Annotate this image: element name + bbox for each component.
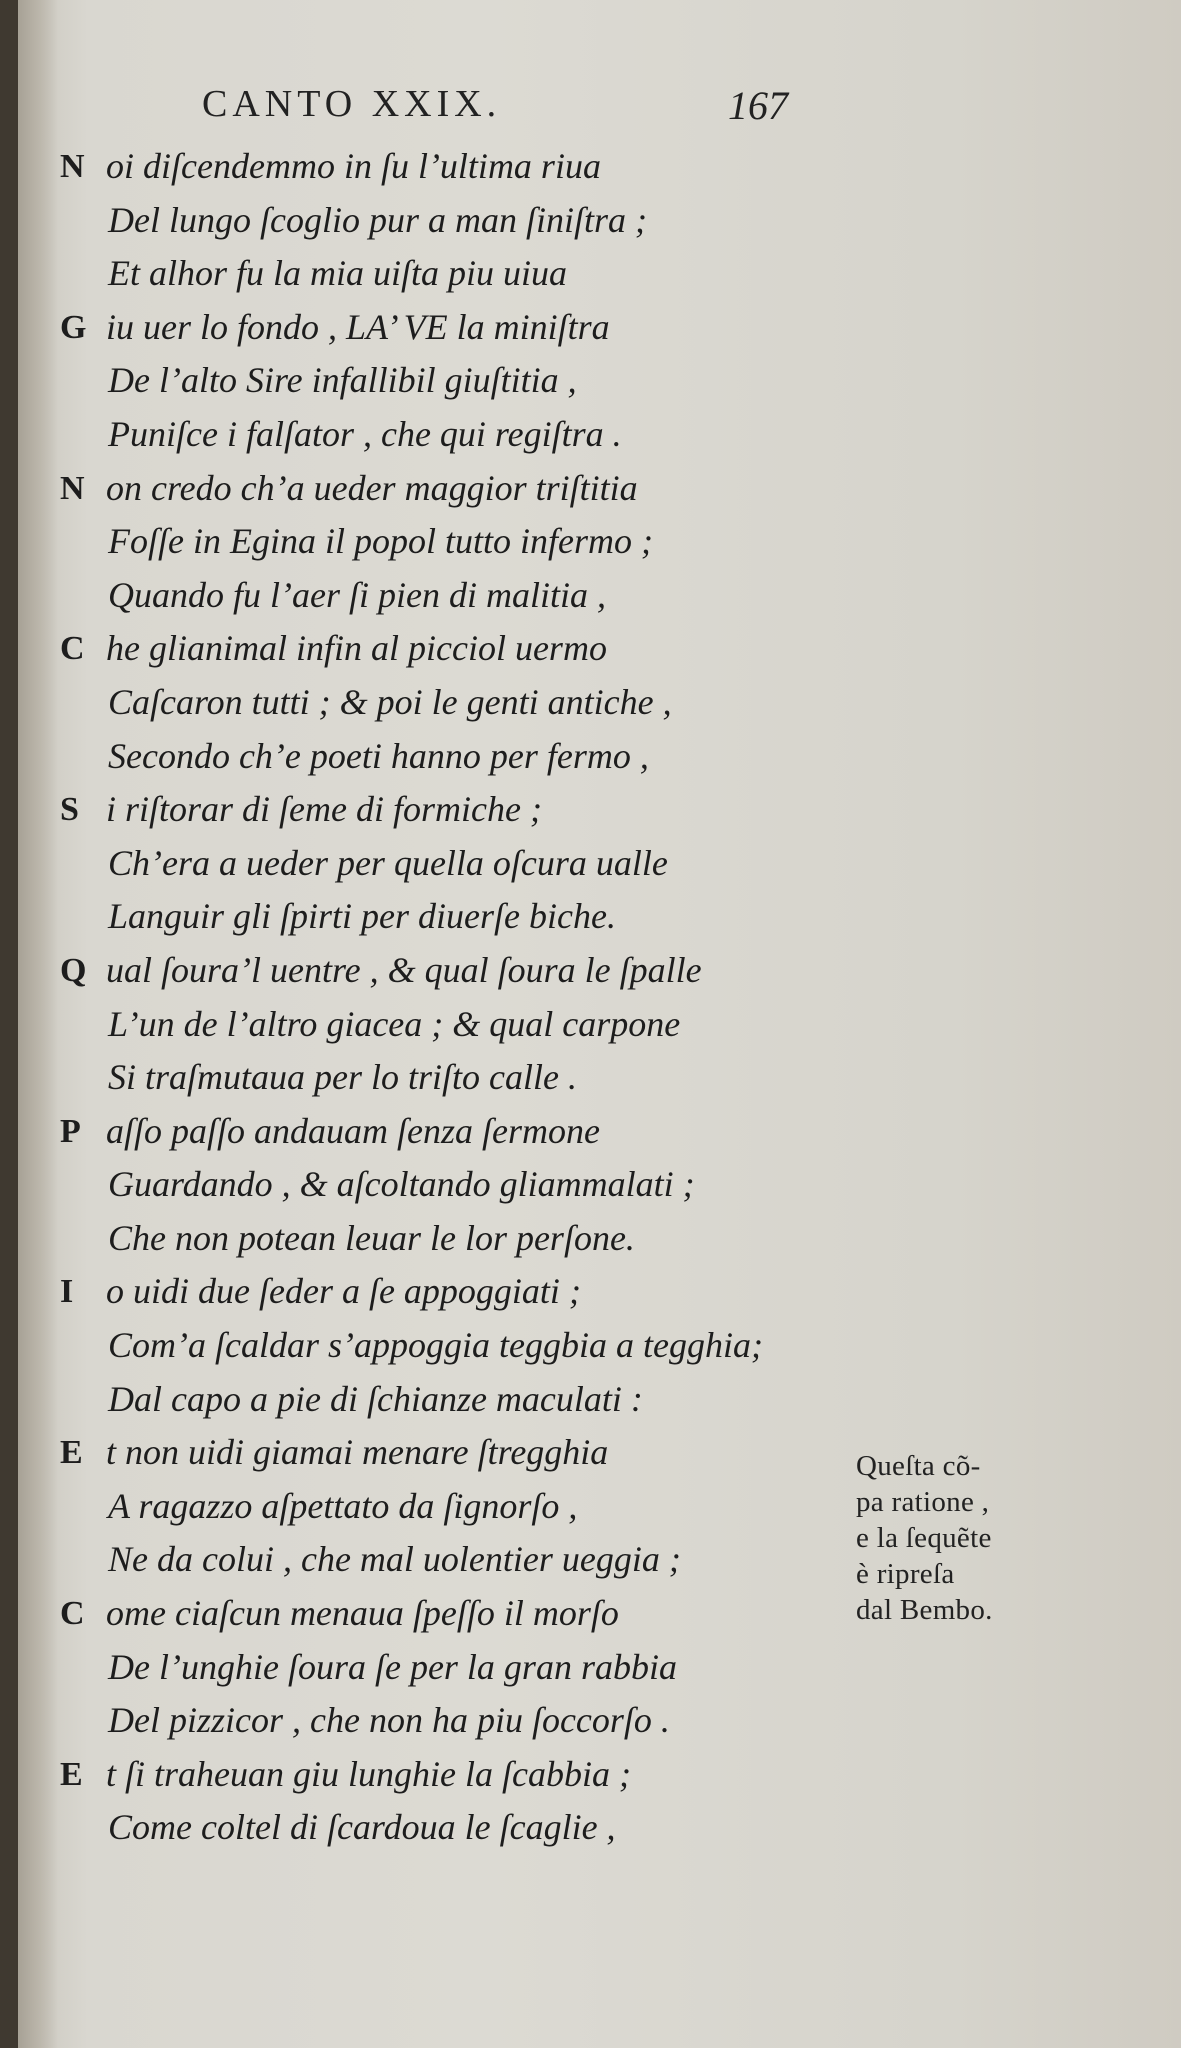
verse-line: [60, 1801, 920, 1855]
verse-text: oi diſcendemmo in ſu l’ultima riua: [106, 146, 601, 186]
verse-line: [60, 1533, 920, 1587]
verse-text: De l’alto Sire infallibil giuſtitia ,: [108, 360, 577, 401]
terzina-initial: P: [60, 1112, 81, 1150]
verse-line: [60, 622, 920, 676]
verse-line: [60, 1158, 920, 1212]
verse-line: [60, 354, 920, 408]
verse-text: on credo ch’a ueder maggior triſtitia: [106, 467, 638, 508]
verse-line: [60, 1212, 920, 1266]
verse-line: [60, 515, 920, 569]
verse-line: [60, 730, 920, 784]
page-header: [188, 82, 838, 132]
terzina-initial: C: [60, 630, 85, 668]
verse-line: [60, 247, 920, 301]
verse-line: [60, 1373, 920, 1427]
verse-text: A ragazzo aſpettato da ſignorſo ,: [108, 1485, 578, 1526]
verse-text: L’un de l’altro giacea ; & qual carpone: [108, 1003, 681, 1044]
verse-line: [60, 140, 920, 194]
verse-text: t non uidi giamai menare ſtregghia: [106, 1432, 609, 1473]
verse-line: [60, 1748, 920, 1802]
verse-text: Si traſmutaua per lo triſto calle .: [108, 1057, 577, 1098]
verse-text: Puniſce i falſator , che qui regiſtra .: [108, 413, 622, 454]
verse-line: [60, 676, 920, 730]
terzina-initial: N: [60, 148, 85, 185]
terzina-initial: I: [60, 1273, 74, 1311]
verse-text: Quando fu l’aer ſi pien di malitia ,: [108, 574, 606, 615]
verse-line: [60, 890, 920, 944]
verse-line: [60, 783, 920, 837]
verse-line: [60, 1319, 920, 1373]
page-gutter-shadow: [18, 0, 58, 2048]
running-head: CANTO XXIX.: [202, 83, 502, 125]
verse-line: [60, 1641, 920, 1695]
marginal-note-line: Queſta cõ-: [856, 1450, 981, 1482]
verse-line: [60, 944, 920, 998]
verse-text: Ne da colui , che mal uolentier ueggia ;: [108, 1539, 681, 1580]
verse-text: Che non potean leuar le lor perſone.: [108, 1217, 635, 1258]
marginal-note-line: e la ſequẽte: [856, 1522, 992, 1554]
verse-text: t ſi traheuan giu lunghie la ſcabbia ;: [106, 1753, 631, 1794]
verse-text: Del lungo ſcoglio pur a man ſiniſtra ;: [108, 199, 647, 240]
verse-text: Secondo ch’e poeti hanno per fermo ,: [108, 735, 649, 776]
verse-line: [60, 1694, 920, 1748]
terzina-initial: S: [60, 791, 79, 829]
page-number: 167: [728, 83, 788, 128]
verse-line: [60, 462, 920, 516]
verse-line: [60, 837, 920, 891]
verse-line: [60, 408, 920, 462]
marginal-note-line: pa ratione ,: [856, 1486, 990, 1518]
verse-text: Guardando , & aſcoltando gliammalati ;: [108, 1164, 695, 1205]
terzina-initial: G: [60, 308, 87, 346]
verse-text: Languir gli ſpirti per diuerſe biche.: [108, 896, 616, 937]
verse-line: [60, 569, 920, 623]
marginal-note-line: dal Bembo.: [856, 1594, 993, 1626]
terzina-initial: C: [60, 1595, 85, 1633]
verse-text: ual ſoura’l uentre , & qual ſoura le ſpalle: [106, 949, 702, 990]
marginal-note: [856, 1448, 1056, 1628]
verse-text: De l’unghie ſoura ſe per la gran rabbia: [108, 1646, 677, 1687]
terzina-initial: Q: [60, 951, 87, 989]
verse-text: ome ciaſcun menaua ſpeſſo il morſo: [106, 1593, 619, 1634]
terzina-initial: E: [60, 1434, 83, 1472]
verse-block: [60, 140, 920, 1855]
verse-text: i riſtorar di ſeme di formiche ;: [106, 789, 542, 830]
verse-text: aſſo paſſo andauam ſenza ſermone: [106, 1110, 600, 1151]
verse-text: iu uer lo fondo , LA’ VE la miniſtra: [106, 306, 610, 347]
verse-text: Ch’era a ueder per quella oſcura ualle: [108, 842, 668, 883]
verse-text: Et alhor fu la mia uiſta piu uiua: [108, 253, 568, 294]
verse-text: Caſcaron tutti ; & poi le genti antiche ,: [108, 681, 672, 722]
terzina-initial: N: [60, 469, 85, 507]
verse-text: Dal capo a pie di ſchianze maculati :: [108, 1378, 643, 1419]
verse-line: [60, 1265, 920, 1319]
verse-line: [60, 194, 920, 248]
verse-line: [60, 1426, 920, 1480]
verse-line: [60, 1480, 920, 1534]
verse-text: Come coltel di ſcardoua le ſcaglie ,: [108, 1807, 616, 1848]
verse-line: [60, 1051, 920, 1105]
verse-line: [60, 301, 920, 355]
verse-text: he glianimal infin al picciol uermo: [106, 628, 607, 669]
verse-line: [60, 1105, 920, 1159]
verse-text: Del pizzicor , che non ha piu ſoccorſo .: [108, 1700, 670, 1741]
verse-line: [60, 1587, 920, 1641]
verse-text: Foſſe in Egina il popol tutto infermo ;: [108, 521, 653, 562]
verse-text: o uidi due ſeder a ſe appoggiati ;: [106, 1271, 581, 1312]
book-page: [18, 0, 1181, 2048]
verse-line: [60, 998, 920, 1052]
verse-text: Com’a ſcaldar s’appoggia teggbia a tegghia;: [108, 1325, 763, 1366]
terzina-initial: E: [60, 1755, 83, 1793]
marginal-note-line: è ripreſa: [856, 1558, 955, 1590]
